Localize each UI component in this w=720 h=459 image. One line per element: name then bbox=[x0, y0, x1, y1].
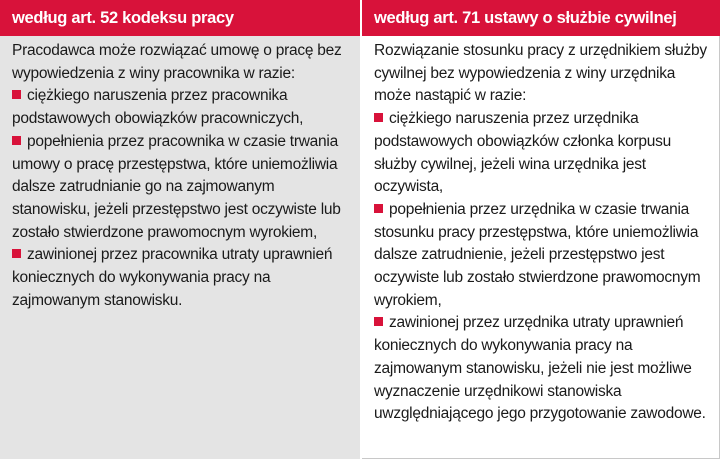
intro-text: Pracodawca może rozwiązać umowę o pracę bez wypowiedzenia z winy pracownika w razie: bbox=[12, 42, 342, 82]
list-item bbox=[12, 131, 350, 245]
list-item-text: zawinionej przez urzędnika utraty uprawnień koniecznych do wykonywania pracy na zajmowanym stanowisku, jeżeli nie jest możliwe wyznaczenie urzędnikowi stanowiska uwzględniającego jego przygotowanie zawodowe. bbox=[374, 314, 706, 423]
list-item bbox=[374, 108, 709, 199]
list-item-text: popełnienia przez pracownika w czasie trwania umowy o pracę przestępstwa, które uniemożliwia dalsze zatrudnianie go na zajmowanym stanowisku, jeżeli przestępstwo jest oczywiste lub zostało stwierdzone prawomocnym wyrokiem, bbox=[12, 132, 341, 241]
cell-civil-service-act bbox=[362, 36, 720, 459]
list-item-text: ciężkiego naruszenia przez urzędnika podstawowych obowiązków członka korpusu służby cywilnej, jeżeli wina urzędnika jest oczywista, bbox=[374, 110, 671, 196]
bullet-square-icon bbox=[374, 204, 383, 213]
list-item bbox=[12, 244, 350, 312]
bullet-square-icon bbox=[12, 249, 21, 258]
bullet-square-icon bbox=[374, 317, 383, 326]
bullet-square-icon bbox=[374, 113, 383, 122]
list-item bbox=[12, 85, 350, 130]
header-left: według art. 52 kodeksu pracy bbox=[0, 0, 362, 36]
bullet-square-icon bbox=[12, 90, 21, 99]
list-item bbox=[374, 199, 709, 313]
list-item-text: ciężkiego naruszenia przez pracownika podstawowych obowiązków pracowniczych, bbox=[12, 87, 304, 128]
list-item-text: popełnienia przez urzędnika w czasie trwania stosunku pracy przestępstwa, które uniemożliwia dalsze zatrudnienie, jeżeli przestępstwo jest oczywiste lub zostało stwierdzone prawomocnym wyrokiem, bbox=[374, 200, 701, 309]
intro-text: Rozwiązanie stosunku pracy z urzędnikiem służby cywilnej bez wypowiedzenia z winy urzędnika może nastąpić w razie: bbox=[374, 42, 707, 105]
header-right: według art. 71 ustawy o służbie cywilnej bbox=[362, 0, 720, 36]
list-item-text: zawinionej przez pracownika utraty uprawnień koniecznych do wykonywania pracy na zajmowanym stanowisku. bbox=[12, 246, 333, 309]
cell-labor-code bbox=[0, 36, 362, 459]
bullet-square-icon bbox=[12, 136, 21, 145]
list-item bbox=[374, 312, 709, 426]
